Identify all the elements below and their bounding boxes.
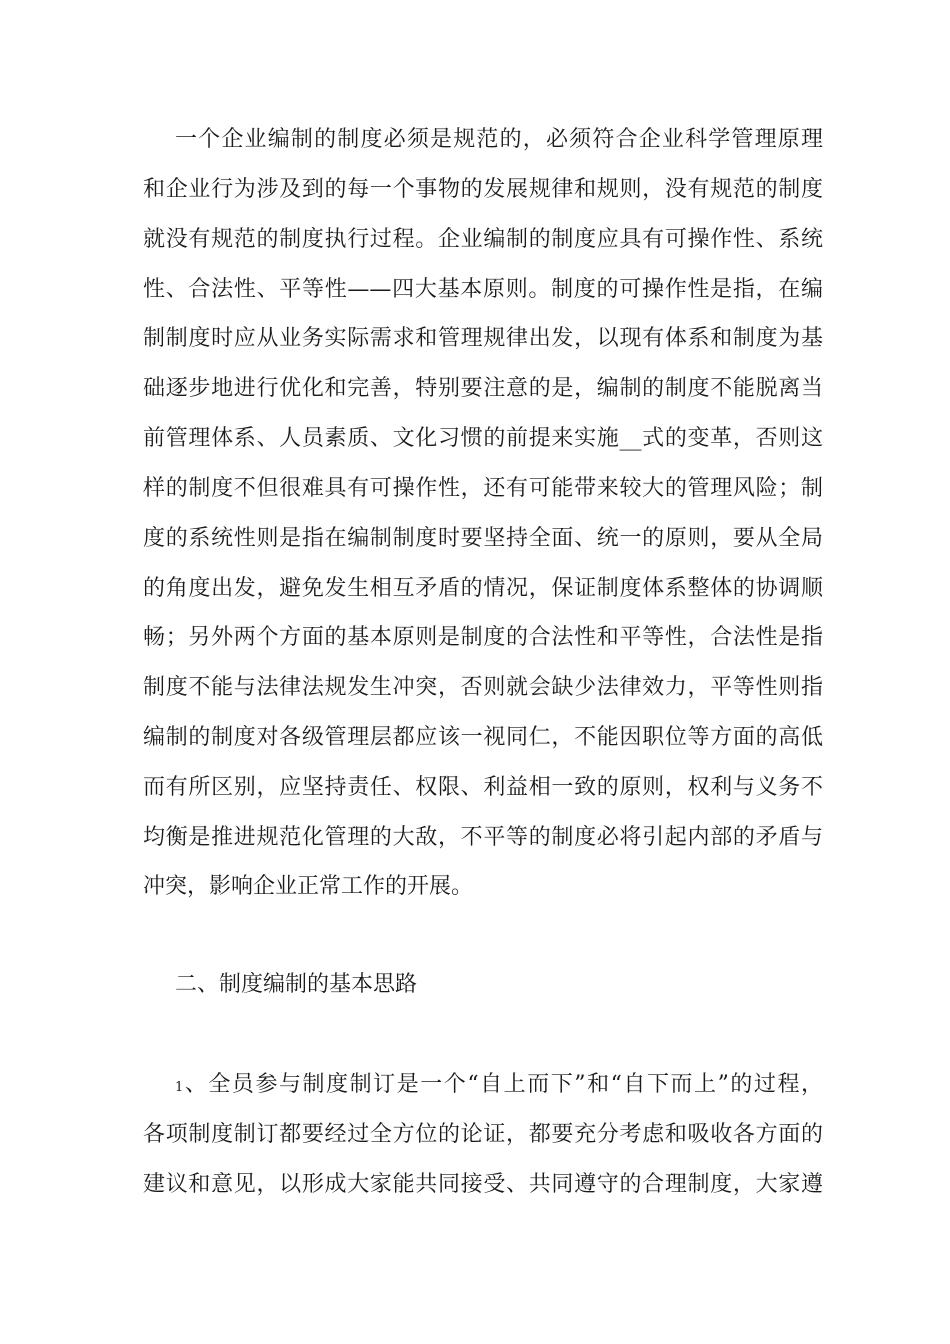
paragraph-line: 制度不能与法律法规发生冲突，否则就会缺少法律效力，平等性则指 — [143, 675, 823, 700]
paragraph-line: 度的系统性则是指在编制制度时要坚持全面、统一的原则，要从全局 — [143, 526, 823, 551]
paragraph-line: 样的制度不但很难具有可操作性，还有可能带来较大的管理风险；制 — [143, 476, 823, 501]
paragraph-line: 而有所区别，应坚持责任、权限、利益相一致的原则，权利与义务不 — [143, 775, 823, 800]
paragraph-line: 编制的制度对各级管理层都应该一视同仁，不能因职位等方面的高低 — [143, 725, 823, 750]
paragraph-line: 性、合法性、平等性——四大基本原则。制度的可操作性是指，在编 — [143, 277, 823, 302]
paragraph-line: 前管理体系、人员素质、文化习惯的前提来实施__式的变革，否则这 — [143, 426, 823, 451]
paragraph-line: 畅；另外两个方面的基本原则是制度的合法性和平等性，合法性是指 — [143, 625, 823, 650]
paragraph-line: 一个企业编制的制度必须是规范的，必须符合企业科学管理原理 — [175, 127, 823, 152]
paragraph-line: 制制度时应从业务实际需求和管理规律出发，以现有体系和制度为基 — [143, 326, 823, 351]
paragraph-line: 就没有规范的制度执行过程。企业编制的制度应具有可操作性、系统 — [143, 227, 823, 252]
paragraph-line: 的角度出发，避免发生相互矛盾的情况，保证制度体系整体的协调顺 — [143, 576, 823, 601]
section-heading: 二、制度编制的基本思路 — [175, 972, 418, 997]
paragraph-line: 冲突，影响企业正常工作的开展。 — [143, 874, 474, 899]
paragraph-line: 建议和意见，以形成大家能共同接受、共同遵守的合理制度，大家遵 — [143, 1172, 823, 1197]
list-item-text: 、全员参与制度制订是一个“自上而下”和“自下而上”的过程， — [183, 1072, 823, 1097]
paragraph-line: 础逐步地进行优化和完善，特别要注意的是，编制的制度不能脱离当 — [143, 376, 823, 401]
paragraph-line: 均衡是推进规范化管理的大敌，不平等的制度必将引起内部的矛盾与 — [143, 825, 823, 850]
list-item-number: 1 — [175, 1080, 184, 1095]
paragraph-line: 各项制度制订都要经过全方位的论证，都要充分考虑和吸收各方面的 — [143, 1122, 823, 1147]
paragraph-line: 和企业行为涉及到的每一个事物的发展规律和规则，没有规范的制度 — [143, 177, 823, 202]
list-item-first-line — [175, 1070, 823, 1103]
